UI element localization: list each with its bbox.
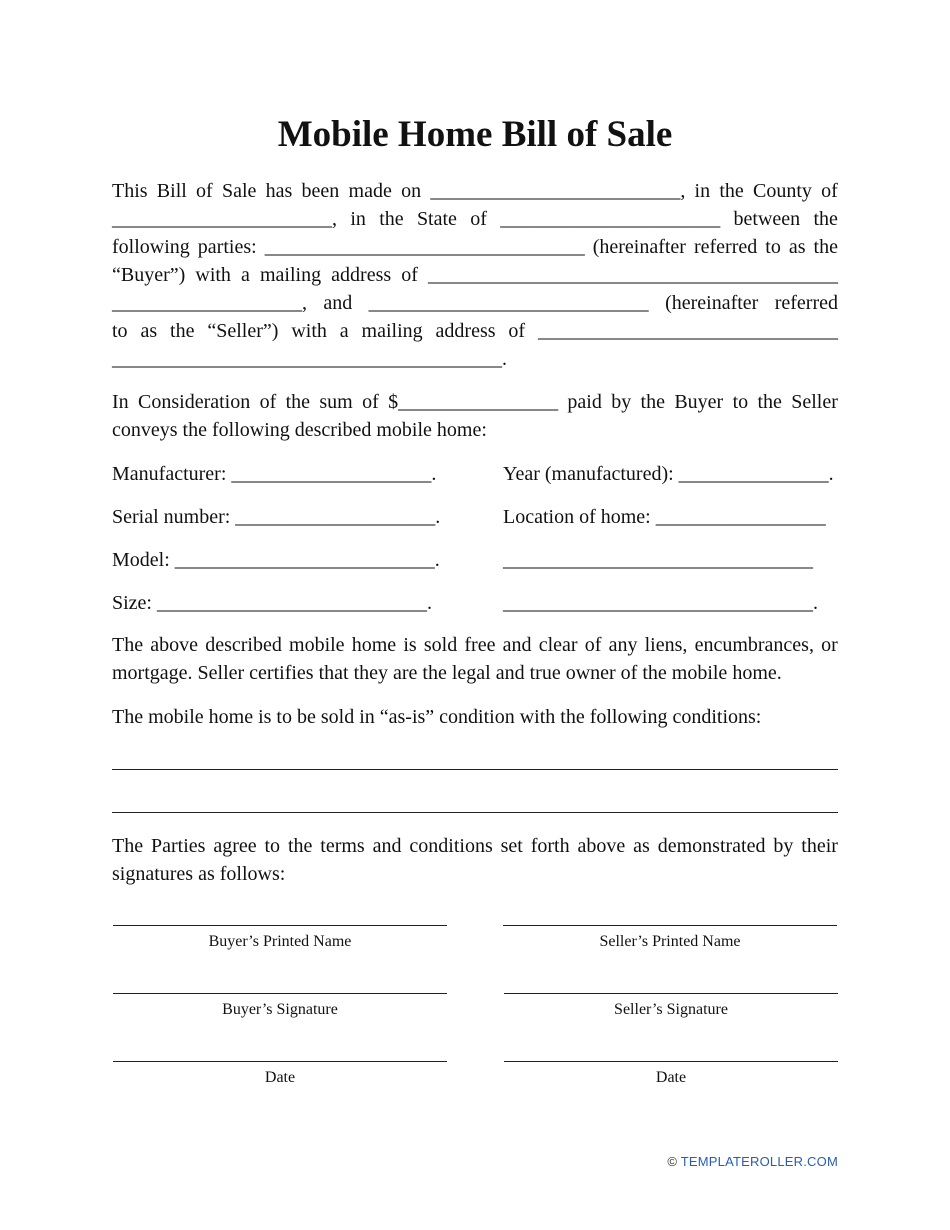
word: as [633, 835, 650, 857]
word: terms [320, 835, 365, 857]
seller-printed-name-label: Seller’s Printed Name [599, 933, 741, 950]
document-title: Mobile Home Bill of Sale [277, 114, 673, 155]
signature-line[interactable] [503, 925, 837, 926]
size-field[interactable]: Size: ___________________________. [112, 592, 432, 614]
paragraph-line [112, 177, 838, 205]
word: the [719, 180, 744, 202]
word: as [788, 236, 806, 258]
word: Buyer [674, 391, 724, 413]
word: State [416, 208, 457, 230]
word: between [733, 208, 801, 230]
word: (hereinafter [592, 236, 686, 258]
word: the [170, 320, 195, 342]
word: the [287, 835, 313, 857]
word: of [821, 180, 838, 202]
word: by [773, 835, 794, 857]
word: following [112, 236, 190, 258]
word: the [813, 208, 838, 230]
word: forth [530, 835, 570, 857]
location-line-2[interactable]: _______________________________ [503, 549, 813, 571]
word: address [331, 264, 392, 286]
word: (hereinafter [665, 292, 759, 314]
word: the [757, 391, 782, 413]
word: is [403, 634, 417, 656]
word: and [372, 835, 402, 857]
word: of [362, 391, 379, 413]
paragraph-line [112, 289, 838, 317]
word: made [348, 180, 392, 202]
word: above [577, 835, 626, 857]
as-is-statement: The mobile home is to be sold in “as-is” condition with the following conditions: [112, 706, 762, 728]
word: to [732, 391, 749, 413]
word: This [112, 180, 148, 202]
word: described [205, 634, 282, 656]
word: of [401, 264, 418, 286]
word: sold [423, 634, 458, 656]
word[interactable]: ______________________ [500, 208, 721, 230]
seller-signature-block[interactable] [504, 993, 838, 1020]
paragraph-line: conveys the following described mobile home: [112, 419, 487, 441]
word: of [584, 634, 602, 656]
word: of [470, 208, 487, 230]
word[interactable]: ______________________, [112, 208, 337, 230]
word: Seller [791, 391, 838, 413]
paragraph-line [112, 832, 838, 860]
paragraph-line [112, 317, 838, 345]
word: agree [213, 835, 257, 857]
word: in [694, 180, 711, 202]
word: “Buyer”) [112, 264, 186, 286]
word: by [611, 391, 632, 413]
word[interactable]: _________________________________________ [427, 264, 838, 286]
word[interactable]: ____________________________ [368, 292, 649, 314]
word: the [813, 236, 838, 258]
word: mailing [361, 320, 423, 342]
word: conditions [409, 835, 493, 857]
word: has [265, 180, 293, 202]
model-field[interactable]: Model: __________________________. [112, 549, 440, 571]
word[interactable]: $________________ [388, 391, 559, 413]
word: the [285, 391, 311, 413]
word: with [291, 320, 327, 342]
word: “Seller”) [207, 320, 279, 342]
word: Sale [221, 180, 257, 202]
location-field[interactable]: Location of home: _________________ [503, 506, 826, 528]
word: liens, [644, 634, 688, 656]
word: clear [538, 634, 578, 656]
buyer-date-label: Date [264, 1069, 296, 1086]
word: address [435, 320, 496, 342]
word[interactable]: _________________________, [430, 180, 686, 202]
paragraph-line [112, 388, 838, 416]
signature-line[interactable] [504, 1061, 838, 1062]
word[interactable]: ______________________________ [537, 320, 838, 342]
word: sum [319, 391, 353, 413]
word: on [401, 180, 422, 202]
word: paid [567, 391, 602, 413]
buyer-date-block[interactable] [113, 1061, 447, 1088]
paragraph-line [112, 233, 838, 261]
paragraph-line [112, 631, 838, 659]
word: encumbrances, [694, 634, 814, 656]
word: the [379, 208, 404, 230]
paragraph-line: mortgage. Seller certifies that they are the legal and true owner of the mobile home. [112, 662, 782, 684]
buyer-signature-label: Buyer’s Signature [222, 1001, 338, 1018]
word: a [241, 264, 250, 286]
year-field[interactable]: Year (manufactured): _______________. [503, 463, 834, 485]
word: and [502, 634, 532, 656]
manufacturer-field[interactable]: Manufacturer: ____________________. [112, 463, 437, 485]
word: been [301, 180, 340, 202]
word: to [112, 320, 128, 342]
signature-line[interactable] [113, 993, 447, 994]
word: demonstrated [657, 835, 766, 857]
word: mobile [289, 634, 345, 656]
word: as [140, 320, 158, 342]
word: Parties [150, 835, 206, 857]
word: of [259, 391, 277, 413]
word: or [821, 634, 838, 656]
seller-signature-label: Seller’s Signature [614, 1001, 728, 1018]
word: home [351, 634, 397, 656]
word: parties: [197, 236, 257, 258]
seller-date-block[interactable] [504, 1061, 838, 1088]
word: The [112, 634, 144, 656]
word: The [112, 835, 144, 857]
word: Bill [156, 180, 187, 202]
signature-line[interactable] [113, 925, 447, 926]
word: and [323, 292, 353, 314]
paragraph-line: signatures as follows: [112, 863, 286, 885]
word: free [464, 634, 496, 656]
copyright-symbol: © [667, 1154, 678, 1169]
word: of [196, 180, 213, 202]
word: in [350, 208, 366, 230]
paragraph-line: _______________________________________. [112, 348, 507, 370]
word: to [765, 236, 781, 258]
word: of [508, 320, 526, 342]
conditions-line-2[interactable] [112, 812, 838, 813]
word: referred [693, 236, 758, 258]
word: Consideration [138, 391, 251, 413]
footer-site-link[interactable]: TEMPLATEROLLER.COM [680, 1154, 838, 1169]
serial-number-field[interactable]: Serial number: ____________________. [112, 506, 441, 528]
word: to [264, 835, 281, 857]
location-line-3[interactable]: _______________________________. [503, 592, 818, 614]
word: their [801, 835, 838, 857]
buyer-printed-name-label: Buyer’s Printed Name [208, 933, 352, 950]
word[interactable]: ___________________, [112, 292, 307, 314]
buyer-printed-name-block[interactable] [113, 925, 447, 952]
seller-date-label: Date [655, 1069, 687, 1086]
word: County [753, 180, 812, 202]
word: a [339, 320, 349, 342]
word: above [150, 634, 199, 656]
conditions-line-1[interactable] [112, 769, 838, 770]
word[interactable]: ________________________________ [264, 236, 585, 258]
footer-credit [667, 1154, 838, 1169]
word: any [608, 634, 638, 656]
word: the [640, 391, 665, 413]
word: with [195, 264, 231, 286]
seller-printed-name-block[interactable] [503, 925, 837, 952]
signature-line[interactable] [504, 993, 838, 994]
word: referred [774, 292, 838, 314]
paragraph-line [112, 205, 838, 233]
signature-line[interactable] [113, 1061, 447, 1062]
paragraph-line [112, 261, 838, 289]
word: In [112, 391, 129, 413]
word: mailing [259, 264, 322, 286]
buyer-signature-block[interactable] [113, 993, 447, 1020]
word: set [500, 835, 523, 857]
